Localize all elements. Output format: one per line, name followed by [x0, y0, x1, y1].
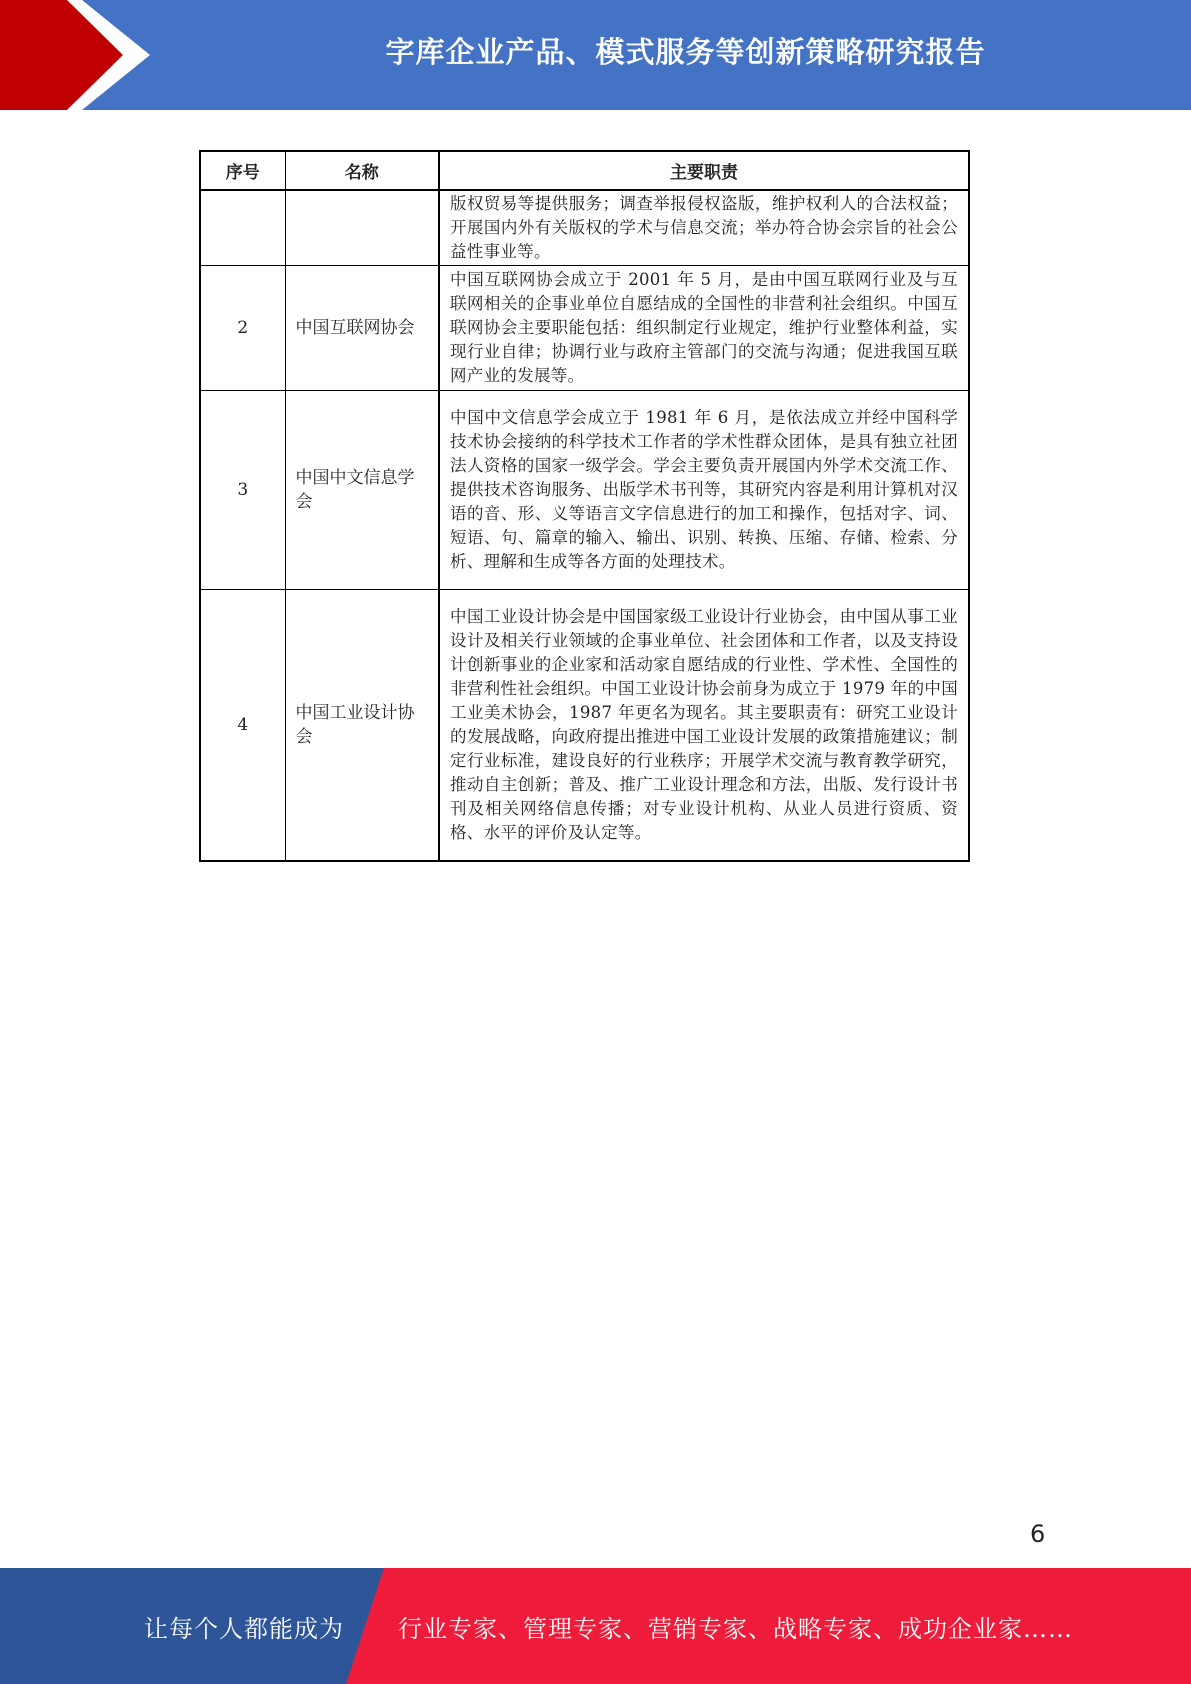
- col-header-name: 名称: [285, 151, 439, 190]
- table-row: [200, 190, 969, 266]
- table-header-row: [200, 151, 969, 190]
- row-name: 中国互联网协会: [285, 266, 439, 391]
- row-name: 中国中文信息学会: [285, 391, 439, 590]
- association-table: [199, 150, 970, 862]
- row-duties: 中国互联网协会成立于 2001 年 5 月，是由中国互联网行业及与互联网相关的企事业单位自愿结成的全国性的非营利社会组织。中国互联网协会主要职能包括：组织制定行业规定，维护行业整体利益，实现行业自律；协调行业与政府主管部门的交流与沟通；促进我国互联网产业的发展等。: [439, 266, 969, 391]
- row-name: [285, 190, 439, 266]
- row-number: 4: [200, 590, 285, 862]
- footer-slogan-left: 让每个人都能成为: [144, 1614, 344, 1643]
- header-chevron-decoration: [0, 0, 160, 110]
- table-row: [200, 590, 969, 862]
- row-duties: 中国中文信息学会成立于 1981 年 6 月，是依法成立并经中国科学技术协会接纳的科学技术工作者的学术性群众团体，是具有独立社团法人资格的国家一级学会。学会主要负责开展国内外学术交流工作、提供技术咨询服务、出版学术书刊等，其研究内容是利用计算机对汉语的音、形、义等语言文字信息进行的加工和操作，包括对字、词、短语、句、篇章的输入、输出、识别、转换、压缩、存储、检索、分析、理解和生成等各方面的处理技术。: [439, 391, 969, 590]
- row-name: 中国工业设计协会: [285, 590, 439, 862]
- table-row: [200, 391, 969, 590]
- row-number: 2: [200, 266, 285, 391]
- row-number: [200, 190, 285, 266]
- table-row: [200, 266, 969, 391]
- page-header: [0, 0, 1191, 110]
- page-number: 6: [1030, 1520, 1046, 1548]
- col-header-duties: 主要职责: [439, 151, 969, 190]
- col-header-number: 序号: [200, 151, 285, 190]
- report-title: 字库企业产品、模式服务等创新策略研究报告: [385, 34, 986, 69]
- footer-slogan-right: 行业专家、管理专家、营销专家、战略专家、成功企业家……: [398, 1614, 1073, 1643]
- row-duties: 版权贸易等提供服务；调查举报侵权盗版，维护权利人的合法权益；开展国内外有关版权的学术与信息交流；举办符合协会宗旨的社会公益性事业等。: [439, 190, 969, 266]
- page-footer: [0, 1568, 1191, 1684]
- row-number: 3: [200, 391, 285, 590]
- row-duties: 中国工业设计协会是中国国家级工业设计行业协会，由中国从事工业设计及相关行业领域的企事业单位、社会团体和工作者，以及支持设计创新事业的企业家和活动家自愿结成的行业性、学术性、全国性的非营利性社会组织。中国工业设计协会前身为成立于 1979 年的中国工业美术协会，1987 年更名为现名。其主要职责有：研究工业设计的发展战略，向政府提出推进中国工业设计发展的政策措施建议；制定行业标准，建设良好的行业秩序；开展学术交流与教育教学研究，推动自主创新；普及、推广工业设计理念和方法，出版、发行设计书刊及相关网络信息传播；对专业设计机构、从业人员进行资质、资格、水平的评价及认定等。: [439, 590, 969, 862]
